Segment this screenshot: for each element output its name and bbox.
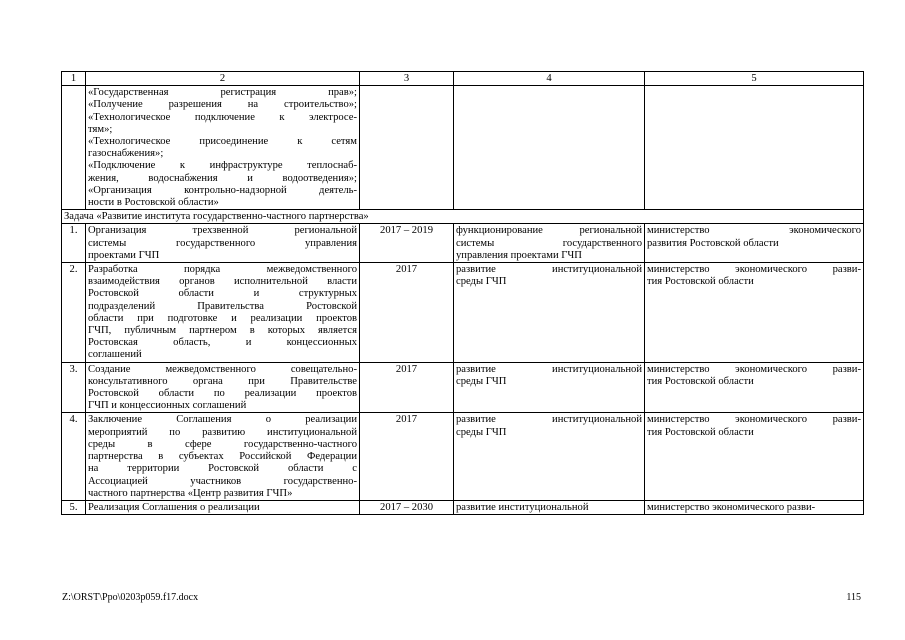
- table-row: [62, 224, 864, 263]
- result-cell: [454, 224, 645, 263]
- table-row: [62, 362, 864, 413]
- result-cell: [454, 413, 645, 500]
- measure-line: на территории Ростовской области с: [88, 463, 357, 475]
- measure-line: взаимодействия органов исполнительной власти: [88, 276, 357, 288]
- continuation-result-cell: [454, 86, 645, 210]
- period-cell: 2017: [360, 362, 454, 413]
- executor-cell: [645, 413, 864, 500]
- task-row: [62, 210, 864, 224]
- measure-line: Ростовской области по реализации проектов: [88, 388, 357, 400]
- measure-line: консультативного органа при Правительстве: [88, 375, 357, 387]
- result-line: среды ГЧП: [456, 276, 507, 288]
- intro-text-line: тям»;: [88, 123, 113, 135]
- result-line: среды ГЧП: [456, 426, 507, 438]
- measure-line: Реализация Соглашения о реализации: [88, 501, 260, 513]
- measure-line: Ассоциацией участников государственно-: [88, 475, 357, 487]
- intro-text-line: ности в Ростовской области»: [88, 197, 219, 209]
- result-line: среды ГЧП: [456, 375, 507, 387]
- measure-line: мероприятий по развитию институциональной: [88, 426, 357, 438]
- intro-text-line: жения, водоснабжения и водоотведения»;: [88, 172, 357, 184]
- table-body: [62, 72, 864, 515]
- intro-text-line: «Получение разрешения на строительство»;: [88, 99, 357, 111]
- measure-line: проектами ГЧП: [88, 249, 160, 261]
- header-cell-4: 4: [454, 72, 645, 86]
- executor-line: министерство экономического разви-: [647, 414, 861, 426]
- table-row: [62, 263, 864, 363]
- table-row: [62, 500, 864, 514]
- row-number: 2.: [62, 263, 86, 363]
- measure-description: [86, 362, 360, 413]
- result-cell: [454, 500, 645, 514]
- executor-line: тия Ростовской области: [647, 375, 754, 387]
- task-heading: Задача «Развитие института государственно-частного партнерства»: [62, 210, 864, 224]
- table-header-row: [62, 72, 864, 86]
- executor-line: министерство экономического: [647, 225, 861, 237]
- result-line: развитие институциональной: [456, 363, 642, 375]
- table-row: [62, 413, 864, 500]
- period-cell: 2017 – 2030: [360, 500, 454, 514]
- intro-text-line: «Государственная регистрация прав»;: [88, 87, 357, 99]
- executor-line: министерство экономического разви-: [647, 501, 816, 513]
- measure-line: системы государственного управления: [88, 237, 357, 249]
- measure-line: соглашений: [88, 349, 142, 361]
- result-line: развитие институциональной: [456, 264, 642, 276]
- continuation-text-cell: [86, 86, 360, 210]
- continuation-period-cell: [360, 86, 454, 210]
- measure-description: [86, 263, 360, 363]
- header-cell-5: 5: [645, 72, 864, 86]
- continuation-executor-cell: [645, 86, 864, 210]
- measure-line: Организация трехзвенной региональной: [88, 225, 357, 237]
- measure-line: ГЧП, публичным партнером в которых является: [88, 325, 357, 337]
- page-number: 115: [846, 592, 861, 603]
- period-cell: 2017: [360, 263, 454, 363]
- result-line: развитие институциональной: [456, 414, 642, 426]
- measure-line: области при подготовке и реализации проектов: [88, 312, 357, 324]
- intro-text-line: «Организация контрольно-надзорной деятель-: [88, 184, 357, 196]
- row-number: 4.: [62, 413, 86, 500]
- result-line: управления проектами ГЧП: [456, 249, 582, 261]
- executor-line: тия Ростовской области: [647, 276, 754, 288]
- measure-line: Разработка порядка межведомственного: [88, 264, 357, 276]
- row-number: 5.: [62, 500, 86, 514]
- intro-text-line: газоснабжения»;: [88, 148, 164, 160]
- executor-line: тия Ростовской области: [647, 426, 754, 438]
- measure-line: Ростовская область, и концессионных: [88, 337, 357, 349]
- intro-text-line: «Технологическое подключение к электросе-: [88, 111, 357, 123]
- measure-line: партнерства в субъектах Российской Федерации: [88, 451, 357, 463]
- executor-cell: [645, 500, 864, 514]
- measure-line: частного партнерства «Центр развития ГЧП»: [88, 487, 293, 499]
- measures-table: [61, 71, 864, 515]
- executor-cell: [645, 224, 864, 263]
- row-number: 1.: [62, 224, 86, 263]
- executor-cell: [645, 263, 864, 363]
- measure-line: Ростовской области и структурных: [88, 288, 357, 300]
- intro-text-line: «Подключение к инфраструктуре теплоснаб-: [88, 160, 357, 172]
- measure-line: Заключение Соглашения о реализации: [88, 414, 357, 426]
- measure-line: Создание межведомственного совещательно-: [88, 363, 357, 375]
- measure-line: подразделений Правительства Ростовской: [88, 300, 357, 312]
- header-cell-3: 3: [360, 72, 454, 86]
- period-cell: 2017: [360, 413, 454, 500]
- executor-line: министерство экономического разви-: [647, 264, 861, 276]
- executor-line: министерство экономического разви-: [647, 363, 861, 375]
- measure-description: [86, 500, 360, 514]
- result-cell: [454, 362, 645, 413]
- measure-line: ГЧП и концессионных соглашений: [88, 400, 247, 412]
- measure-line: среды в сфере государственно-частного: [88, 438, 357, 450]
- result-cell: [454, 263, 645, 363]
- measure-description: [86, 224, 360, 263]
- result-line: развитие институциональной: [456, 501, 589, 513]
- period-cell: 2017 – 2019: [360, 224, 454, 263]
- result-line: функционирование региональной: [456, 225, 642, 237]
- executor-line: развития Ростовской области: [647, 237, 779, 249]
- footer-file-path: Z:\ORST\Ppo\0203p059.f17.docx: [62, 592, 199, 603]
- intro-text-line: «Технологическое присоединение к сетям: [88, 136, 357, 148]
- executor-cell: [645, 362, 864, 413]
- result-line: системы государственного: [456, 237, 642, 249]
- header-cell-1: 1: [62, 72, 86, 86]
- measure-description: [86, 413, 360, 500]
- continuation-row: [62, 86, 864, 210]
- row-number: 3.: [62, 362, 86, 413]
- continuation-num-cell: [62, 86, 86, 210]
- header-cell-2: 2: [86, 72, 360, 86]
